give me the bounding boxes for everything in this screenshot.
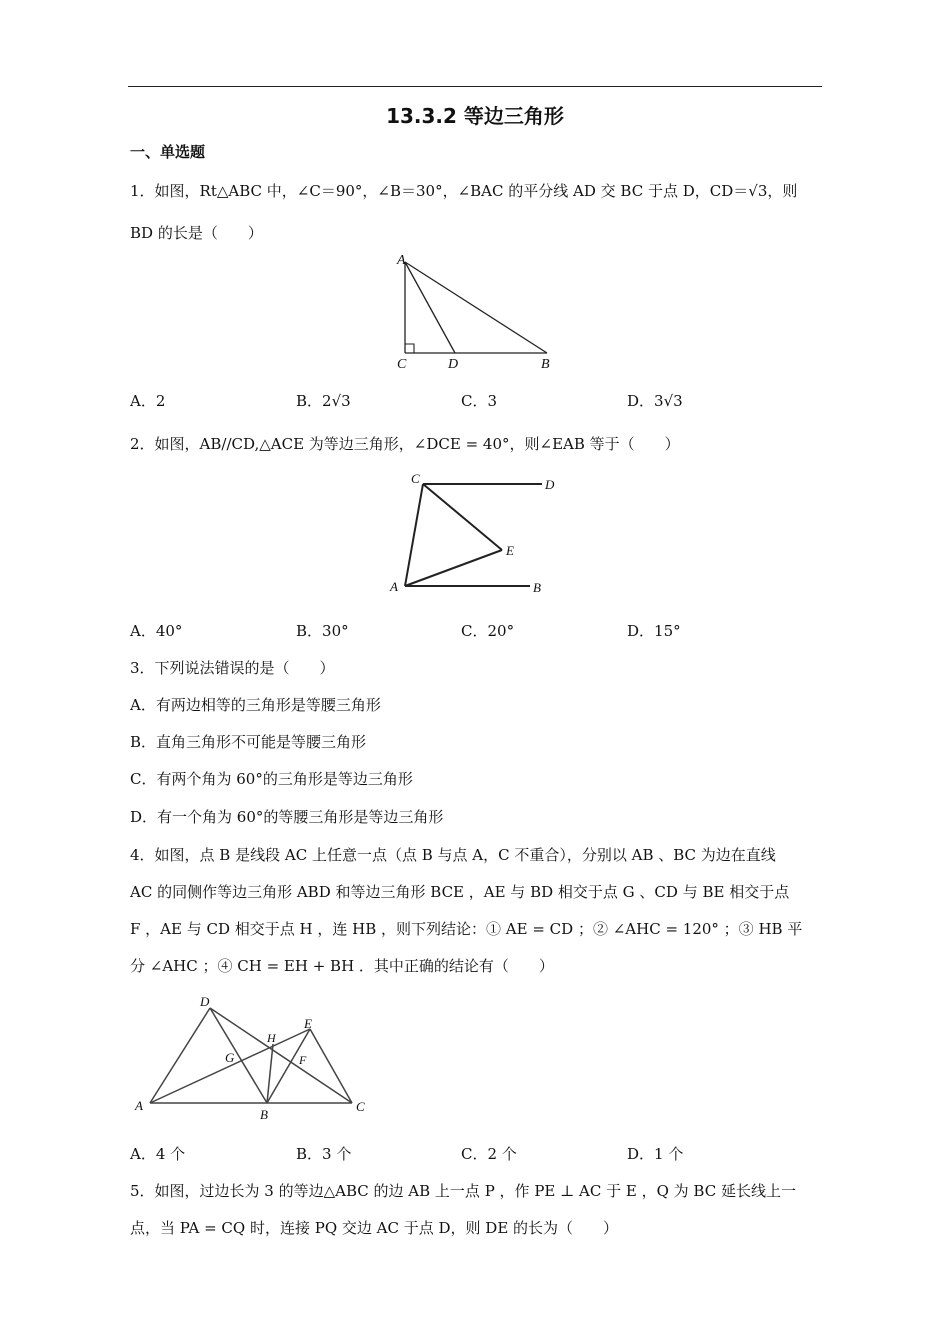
q2-option-d[interactable]: D．15° [627, 622, 681, 640]
q1-label-b: B [541, 357, 550, 372]
q5-stem-line1: 5．如图，过边长为 3 的等边△ABC 的边 AB 上一点 P ，作 PE ⊥ AC 于 E ，Q 为 BC 延长线上一 [130, 1182, 796, 1200]
q3-choice-a[interactable]: A．有两边相等的三角形是等腰三角形 [130, 696, 381, 714]
q1-right-angle-mark [405, 344, 414, 353]
q4-label-a: A [135, 1098, 143, 1113]
q1-segment-ad [405, 262, 455, 353]
q4-stem-line3: F ，AE 与 CD 相交于点 H ，连 HB ，则下列结论：① AE = CD ；② ∠AHC = 120° ；③ HB 平 [130, 920, 803, 938]
page-title: 13.3.2 等边三角形 [386, 104, 564, 128]
q2-label-a: A [390, 579, 398, 594]
q4-label-c: C [356, 1099, 365, 1114]
q1-segment-ab [405, 262, 547, 353]
q4-label-e: E [304, 1016, 312, 1031]
q3-stem-line1: 3．下列说法错误的是（ ） [130, 659, 335, 677]
q2-option-b[interactable]: B．30° [296, 622, 349, 640]
q1-label-a: A [397, 253, 406, 268]
q2-segment-ae [405, 550, 502, 586]
q1-option-c[interactable]: C．3 [461, 392, 498, 410]
q4-stem-line4: 分 ∠AHC ；④ CH = EH + BH ．其中正确的结论有（ ） [130, 957, 554, 975]
q5-stem-line2: 点，当 PA = CQ 时，连接 PQ 交边 AC 于点 D，则 DE 的长为（ ） [130, 1219, 619, 1237]
q1-option-b[interactable]: B．2√3 [296, 392, 351, 410]
q2-label-c: C [411, 471, 420, 486]
q3-choice-d[interactable]: D．有一个角为 60°的等腰三角形是等边三角形 [130, 808, 444, 826]
q4-label-h: H [267, 1031, 276, 1045]
q4-option-c[interactable]: C．2 个 [461, 1145, 517, 1163]
q1-label-c: C [397, 357, 407, 372]
q1-option-a[interactable]: A．2 [130, 392, 166, 410]
q2-segment-ca [405, 484, 423, 586]
q3-choice-c[interactable]: C．有两个角为 60°的三角形是等边三角形 [130, 770, 413, 788]
q4-label-d: D [200, 994, 210, 1009]
q1-figure [390, 250, 560, 375]
q2-label-d: D [545, 477, 555, 492]
q4-option-d[interactable]: D．1 个 [627, 1145, 684, 1163]
q4-figure [130, 992, 375, 1124]
q4-segment-ec [310, 1029, 352, 1103]
q2-label-b: B [533, 580, 541, 595]
q1-option-d[interactable]: D．3√3 [627, 392, 683, 410]
q4-stem-line2: AC 的同侧作等边三角形 ABD 和等边三角形 BCE ，AE 与 BD 相交于点 G 、CD 与 BE 相交于点 [130, 883, 790, 901]
q4-option-a[interactable]: A．4 个 [130, 1145, 186, 1163]
header-rule [128, 86, 822, 87]
q2-option-c[interactable]: C．20° [461, 622, 515, 640]
q2-label-e: E [506, 543, 514, 558]
q4-label-b: B [260, 1107, 268, 1122]
q2-option-a[interactable]: A．40° [130, 622, 183, 640]
q1-label-d: D [448, 357, 459, 372]
q3-choice-b[interactable]: B．直角三角形不可能是等腰三角形 [130, 733, 367, 751]
q2-stem-line1: 2．如图，AB//CD,△ACE 为等边三角形，∠DCE = 40°，则∠EAB 等于（ ） [130, 435, 680, 453]
q4-label-g: G [225, 1050, 235, 1065]
q1-stem-line2: BD 的长是（ ） [130, 224, 263, 242]
section-heading: 一、单选题 [130, 143, 206, 161]
q4-label-f: F [299, 1053, 307, 1067]
q1-stem-line1: 1．如图，Rt△ABC 中，∠C＝90°，∠B＝30°，∠BAC 的平分线 AD 交 BC 于点 D，CD＝√3，则 [130, 182, 798, 200]
q2-segment-ce [423, 484, 502, 550]
q4-segment-db [210, 1008, 267, 1103]
q2-figure [385, 468, 570, 598]
q4-stem-line1: 4．如图，点 B 是线段 AC 上任意一点（点 B 与点 A，C 不重合），分别以 AB 、BC 为边在直线 [130, 846, 776, 864]
q4-option-b[interactable]: B．3 个 [296, 1145, 352, 1163]
